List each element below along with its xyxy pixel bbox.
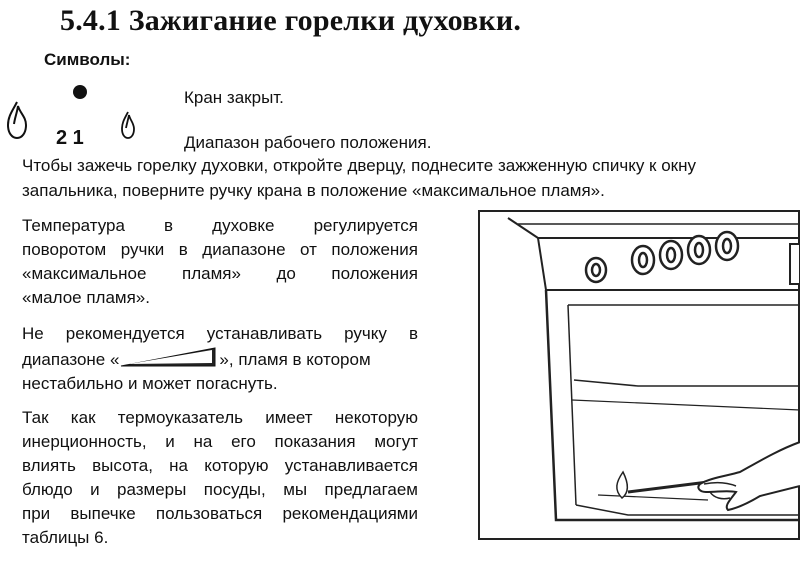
thermo-line: инерционность, и на его показания могут (22, 432, 418, 451)
thermo-line: Так как термоуказатель имеет некоторую (22, 408, 418, 427)
tap-closed-dot-icon (73, 85, 87, 99)
knob-center (592, 264, 600, 276)
temperature-line: «максимальное пламя» до положения (22, 264, 418, 283)
intro-line-1: Чтобы зажечь горелку духовки, откройте дверцу, поднесите зажженную спичку к окну (22, 156, 696, 175)
warning-line: нестабильно и может погаснуть. (22, 374, 278, 393)
tap-closed-text: Кран закрыт. (184, 88, 284, 107)
warning-line-start: диапазоне « (22, 350, 120, 369)
working-range-digits: 2 1 (56, 127, 84, 149)
thermo-line: влиять высота, на которую устанавливается (22, 456, 418, 475)
flame-large-icon (6, 100, 28, 140)
working-range-text: Диапазон рабочего положения. (184, 133, 432, 152)
temperature-paragraph (22, 214, 418, 310)
symbols-label: Символы: (44, 50, 131, 69)
knob-center (667, 248, 675, 262)
warning-line (22, 346, 418, 372)
temperature-line: «малое пламя». (22, 288, 150, 307)
knob-center (723, 239, 731, 253)
knob-center (639, 253, 647, 267)
temperature-line: поворотом ручки в диапазоне от положения (22, 240, 418, 259)
intro-line-2: запальника, поверните ручку крана в положение «максимальное пламя». (22, 181, 605, 200)
warning-paragraph (22, 322, 418, 396)
low-flame-wedge-icon (119, 346, 219, 368)
page-title: 5.4.1 Зажигание горелки духовки. (60, 4, 522, 37)
thermo-line: таблицы 6. (22, 528, 109, 547)
temperature-line: Температура в духовке регулируется (22, 216, 418, 235)
thermo-paragraph (22, 406, 418, 550)
flame-small-icon (120, 110, 136, 140)
knob-center (695, 243, 703, 257)
oven-drawing (478, 210, 800, 540)
thermo-line: при выпечке пользоваться рекомендациями (22, 504, 418, 523)
oven-illustration (478, 210, 800, 540)
thermo-line: блюдо и размеры посуды, мы предлагаем (22, 480, 418, 499)
side-handle (790, 244, 800, 284)
warning-line: Не рекомендуется устанавливать ручку в (22, 324, 418, 343)
warning-line-end: », пламя в котором (219, 350, 371, 369)
